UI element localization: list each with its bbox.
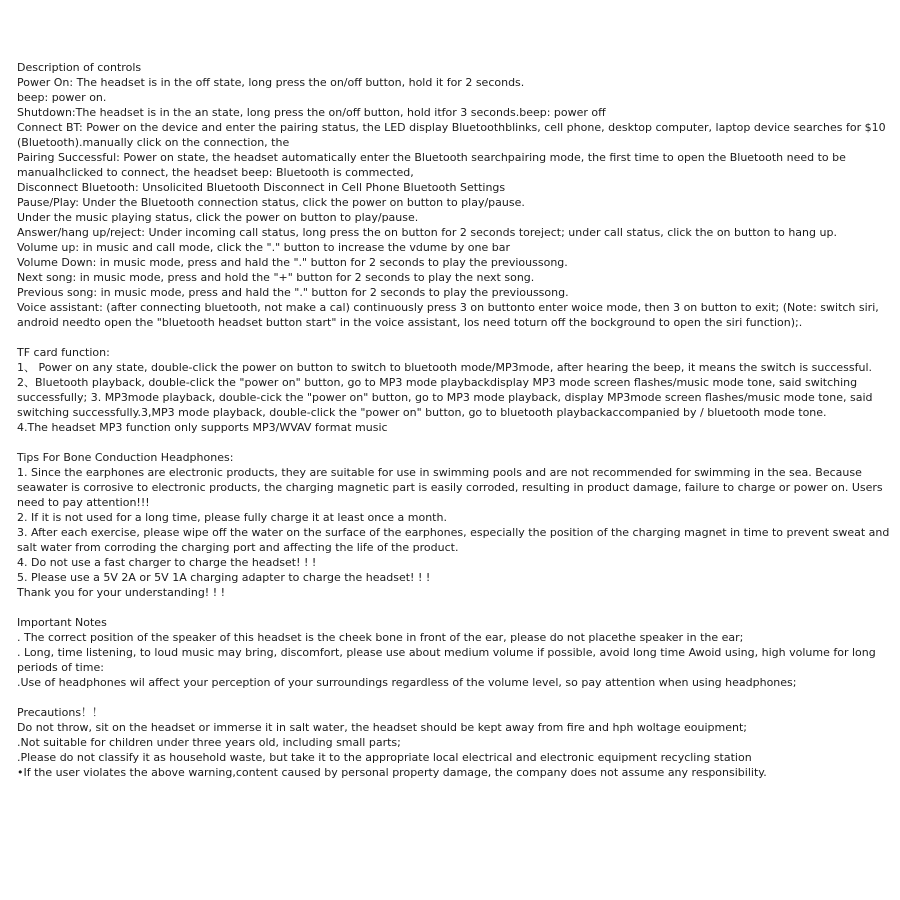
text-line: 2、Bluetooth playback, double-click the "power on" button, go to MP3 mode playbackdisplay MP3 mode screen flashes/music mode tone, said switching successfully; 3. MP3mode playback, double-cick the "power on" button, go to MP3 mode playback, display MP3mode screen flashes/music mode tone, said switching successfully.3,MP3 mode playback, double-click the "power on" button, go to bluetooth playbackaccompanied by / bluetooth mode tone. bbox=[17, 376, 873, 419]
text-line: Pairing Successful: Power on state, the headset automatically enter the Bluetooth searchpairing mode, the first time to open the Bluetooth need to be manualhclicked to connect, the headset beep: Bluetooth is commected, bbox=[17, 151, 846, 179]
section-important-notes bbox=[17, 615, 893, 690]
section-description-of-controls bbox=[17, 60, 893, 330]
text-line: 2. If it is not used for a long time, please fully charge it at least once a month. bbox=[17, 511, 447, 524]
section-heading: Important Notes bbox=[17, 616, 107, 629]
text-line: 4. Do not use a fast charger to charge the headset! ! ! bbox=[17, 556, 317, 569]
section-heading: TF card function: bbox=[17, 346, 110, 359]
text-line: Under the music playing status, click the power on button to play/pause. bbox=[17, 211, 419, 224]
text-line: Next song: in music mode, press and hold the "+" button for 2 seconds to play the next song. bbox=[17, 271, 535, 284]
text-line: Voice assistant: (after connecting bluetooth, not make a cal) continuously press 3 on buttonto enter woice mode, then 3 on button to exit; (Note: switch siri, android needto open the "bluetooth headset button start" in the voice assistant, los need toturn off the bockground to open the siri function);. bbox=[17, 301, 879, 329]
section-heading: Description of controls bbox=[17, 61, 142, 74]
text-line: Thank you for your understanding! ! ! bbox=[17, 586, 226, 599]
text-line: Connect BT: Power on the device and enter the pairing status, the LED display Bluetoothblinks, cell phone, desktop computer, laptop device searches for $10 (Bluetooth).manually click on the connection, the bbox=[17, 121, 886, 149]
section-heading: Precautions！！ bbox=[17, 706, 104, 719]
text-line: 1. Since the earphones are electronic products, they are suitable for use in swimming pools and are not recommended for swimming in the sea. Because seawater is corrosive to electronic products, the charging magnetic part is easily corroded, resulting in product damage, failure to charge or power on. Users need to pay attention!!! bbox=[17, 466, 883, 509]
section-precautions bbox=[17, 705, 893, 780]
text-line: 1、 Power on any state, double-click the power on button to switch to bluetooth mode/MP3mode, after hearing the beep, it means the switch is successful. bbox=[17, 361, 873, 374]
text-line: .Use of headphones wil affect your perception of your surroundings regardless of the volume level, so pay attention when using headphones; bbox=[17, 676, 797, 689]
text-line: beep: power on. bbox=[17, 91, 107, 104]
text-line: Disconnect Bluetooth: Unsolicited Bluetooth Disconnect in Cell Phone Bluetooth Settings bbox=[17, 181, 506, 194]
text-line: 4.The headset MP3 function only supports MP3/WVAV format music bbox=[17, 421, 388, 434]
text-line: Previous song: in music mode, press and hald the "." button for 2 seconds to play the previoussong. bbox=[17, 286, 569, 299]
text-line: Answer/hang up/reject: Under incoming call status, long press the on button for 2 seconds toreject; under call status, click the on button to hang up. bbox=[17, 226, 837, 239]
text-line: Volume up: in music and call mode, click the "." button to increase the vdume by one bar bbox=[17, 241, 510, 254]
text-line: .Not suitable for children under three years old, including small parts; bbox=[17, 736, 401, 749]
text-line: .Please do not classify it as household waste, but take it to the appropriate local electrical and electronic equipment recycling station bbox=[17, 751, 752, 764]
section-tf-card-function bbox=[17, 345, 893, 435]
text-line: . Long, time listening, to loud music may bring, discomfort, please use about medium volume if possible, avoid long time Awoid using, high volume for long periods of time: bbox=[17, 646, 876, 674]
text-line: Pause/Play: Under the Bluetooth connection status, click the power on button to play/pause. bbox=[17, 196, 525, 209]
section-tips-bone-conduction bbox=[17, 450, 893, 600]
text-line: 5. Please use a 5V 2A or 5V 1A charging adapter to charge the headset! ! ! bbox=[17, 571, 431, 584]
text-line: Volume Down: in music mode, press and hald the "." button for 2 seconds to play the previoussong. bbox=[17, 256, 568, 269]
text-line: Power On: The headset is in the off state, long press the on/off button, hold it for 2 seconds. bbox=[17, 76, 525, 89]
text-line: •If the user violates the above warning,content caused by personal property damage, the company does not assume any responsibility. bbox=[17, 766, 767, 779]
section-heading: Tips For Bone Conduction Headphones: bbox=[17, 451, 234, 464]
text-line: Shutdown:The headset is in the an state, long press the on/off button, hold itfor 3 seconds.beep: power off bbox=[17, 106, 606, 119]
text-line: 3. After each exercise, please wipe off the water on the surface of the earphones, especially the position of the charging magnet in time to prevent sweat and salt water from corroding the charging port and affecting the life of the product. bbox=[17, 526, 890, 554]
text-line: Do not throw, sit on the headset or immerse it in salt water, the headset should be kept away from fire and hph woltage eouipment; bbox=[17, 721, 747, 734]
document-page bbox=[17, 60, 893, 780]
text-line: . The correct position of the speaker of this headset is the cheek bone in front of the ear, please do not placethe speaker in the ear; bbox=[17, 631, 744, 644]
